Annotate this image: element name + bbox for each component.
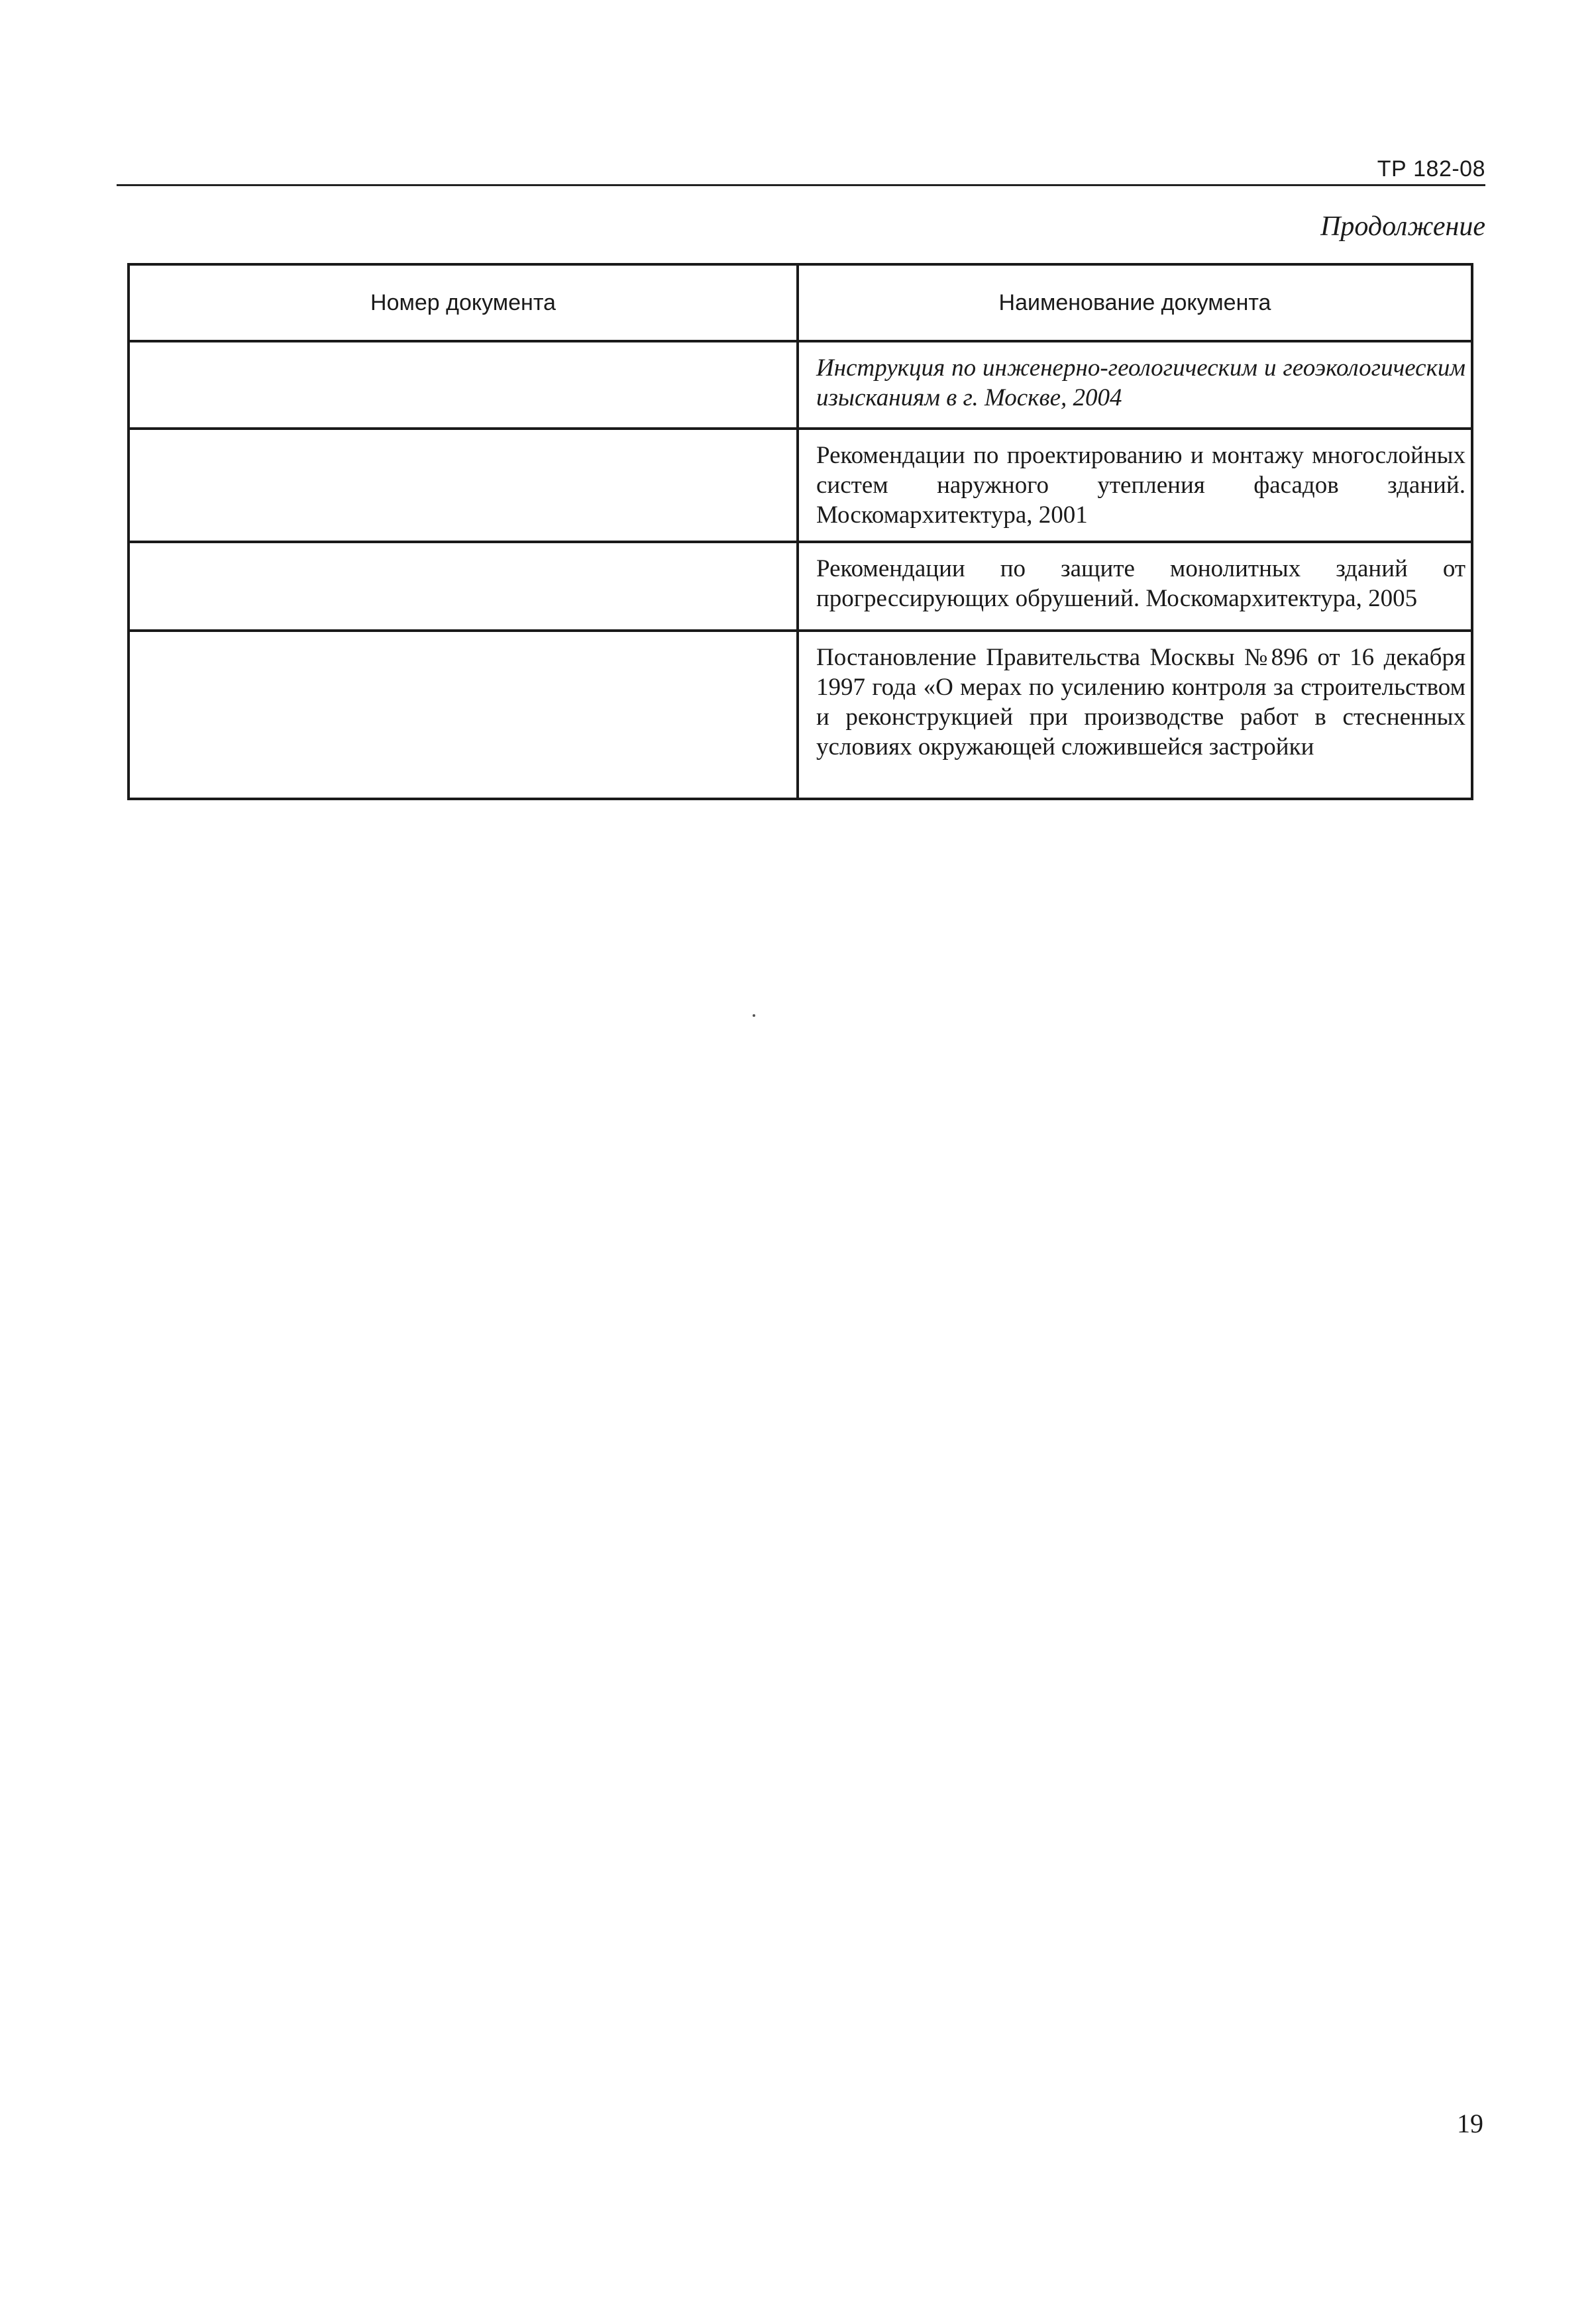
scan-speck — [753, 1014, 755, 1017]
table-row — [129, 542, 1472, 631]
document-name-cell: Постановление Правительства Москвы №896 от 16 декабря 1997 года «О мерах по усилению контроля за строительством и реконструкцией при производстве работ в стесненных условиях окружающей сложившейся застройки — [798, 631, 1472, 799]
document-number-cell — [129, 429, 798, 542]
table-row — [129, 429, 1472, 542]
document-number-cell — [129, 631, 798, 799]
page-number: 19 — [1457, 2109, 1483, 2138]
document-name-cell: Рекомендации по проектированию и монтажу многослойных систем наружного утепления фасадов зданий. Москомархитектура, 2001 — [798, 429, 1472, 542]
column-header-number: Номер документа — [129, 264, 798, 341]
document-number-cell — [129, 542, 798, 631]
column-header-name: Наименование документа — [798, 264, 1472, 341]
header-rule — [117, 184, 1485, 186]
table-row — [129, 631, 1472, 799]
document-name-cell: Инструкция по инженерно-геологическим и геоэкологическим изысканиям в г. Москве, 2004 — [798, 341, 1472, 429]
continuation-label: Продолжение — [1320, 211, 1485, 242]
table-row — [129, 341, 1472, 429]
table-header-row — [129, 264, 1472, 341]
document-name-cell: Рекомендации по защите монолитных зданий от прогрессирующих обрушений. Москомархитектура, 2005 — [798, 542, 1472, 631]
documents-table — [127, 263, 1473, 800]
document-code: ТР 182-08 — [1377, 156, 1485, 182]
document-number-cell — [129, 341, 798, 429]
